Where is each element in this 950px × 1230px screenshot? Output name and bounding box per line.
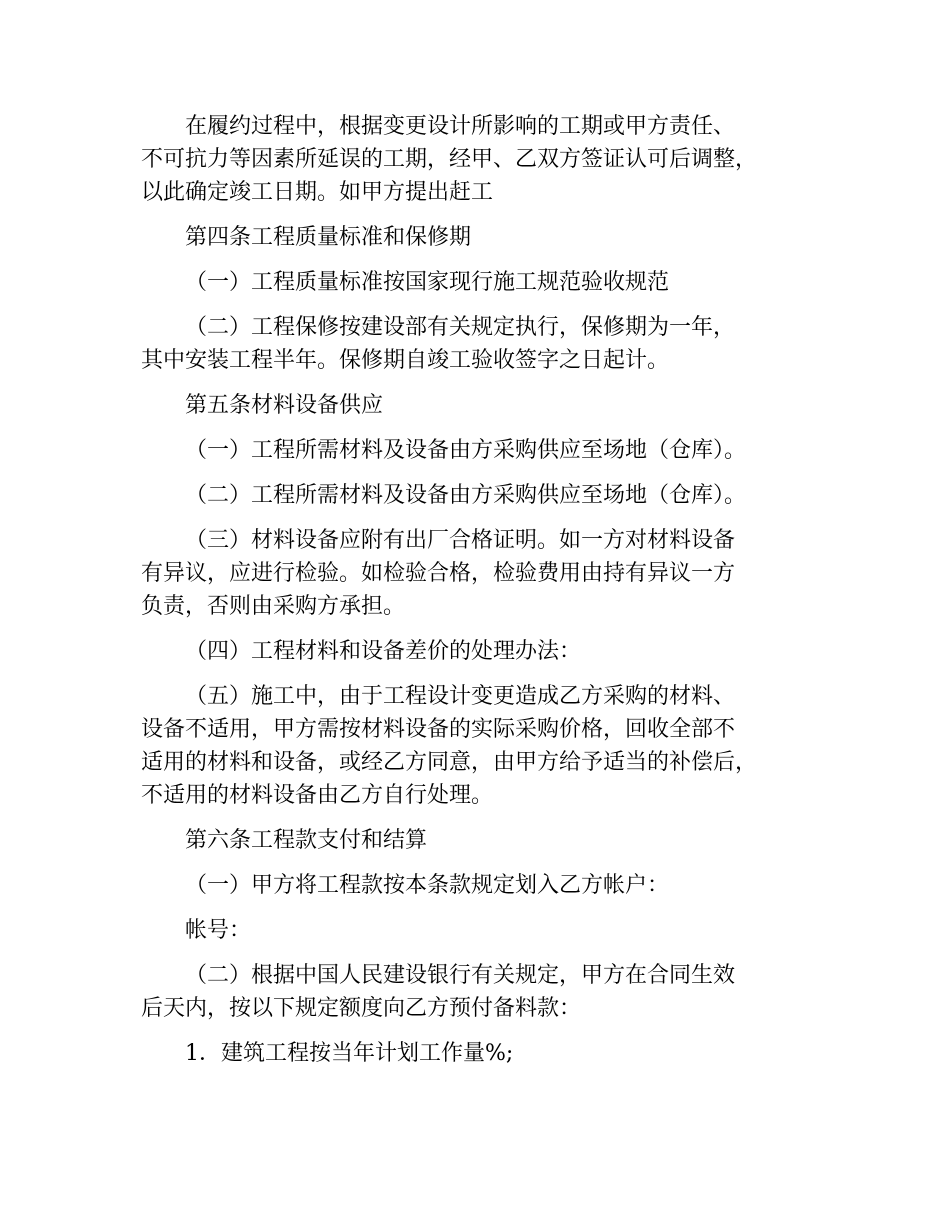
paragraph-materials-supply-2 xyxy=(141,479,831,512)
document-body xyxy=(141,110,831,1082)
paragraph-warranty xyxy=(141,311,831,377)
text-line: 帐号： xyxy=(185,918,252,943)
text-line: 以此确定竣工日期。如甲方提出赶工 xyxy=(141,180,494,205)
text-line: （四）工程材料和设备差价的处理办法： xyxy=(185,639,582,664)
text-line: （一）甲方将工程款按本条款规定划入乙方帐户： xyxy=(185,873,670,898)
paragraph-advance-payment xyxy=(141,959,831,1025)
text-line: （五）施工中，由于工程设计变更造成乙方采购的材料、 xyxy=(185,684,736,709)
paragraph-payment-transfer xyxy=(141,869,831,902)
text-line: 设备不适用，甲方需按材料设备的实际采购价格，回收全部不 xyxy=(141,717,736,742)
text-line: 1．建筑工程按当年计划工作量%; xyxy=(185,1041,514,1066)
text-line: 后天内，按以下规定额度向乙方预付备料款： xyxy=(141,996,582,1021)
text-line: 不可抗力等因素所延误的工期，经甲、乙双方签证认可后调整， xyxy=(141,147,758,172)
paragraph-construction-percentage xyxy=(141,1037,831,1070)
article-6-heading xyxy=(141,824,831,857)
text-line: （二）工程所需材料及设备由方采购供应至场地（仓库）。 xyxy=(185,483,747,508)
article-4-heading xyxy=(141,221,831,254)
paragraph-materials-certificate xyxy=(141,524,831,623)
paragraph-schedule-adjustment xyxy=(141,110,831,209)
text-line: 有异议，应进行检验。如检验合格，检验费用由持有异议一方 xyxy=(141,561,736,586)
text-line: （二）工程保修按建设部有关规定执行，保修期为一年， xyxy=(185,315,736,340)
paragraph-materials-supply-1 xyxy=(141,434,831,467)
text-line: 在履约过程中，根据变更设计所影响的工期或甲方责任、 xyxy=(185,114,736,139)
text-line: 适用的材料和设备，或经乙方同意，由甲方给予适当的补偿后， xyxy=(141,750,758,775)
paragraph-price-difference xyxy=(141,635,831,668)
text-line: （一）工程质量标准按国家现行施工规范验收规范 xyxy=(185,270,670,295)
paragraph-quality-standard xyxy=(141,266,831,299)
paragraph-account-number xyxy=(141,914,831,947)
text-line: 其中安装工程半年。保修期自竣工验收签字之日起计。 xyxy=(141,348,670,373)
text-line: 第六条工程款支付和结算 xyxy=(185,828,428,853)
text-line: 第五条材料设备供应 xyxy=(185,393,384,418)
text-line: 负责，否则由采购方承担。 xyxy=(141,594,406,619)
text-line: （二）根据中国人民建设银行有关规定，甲方在合同生效 xyxy=(185,963,736,988)
text-line: （一）工程所需材料及设备由方采购供应至场地（仓库）。 xyxy=(185,438,747,463)
text-line: 不适用的材料设备由乙方自行处理。 xyxy=(141,783,494,808)
text-line: （三）材料设备应附有出厂合格证明。如一方对材料设备 xyxy=(185,528,736,553)
paragraph-design-change xyxy=(141,680,831,812)
text-line: 第四条工程质量标准和保修期 xyxy=(185,225,472,250)
article-5-heading xyxy=(141,389,831,422)
